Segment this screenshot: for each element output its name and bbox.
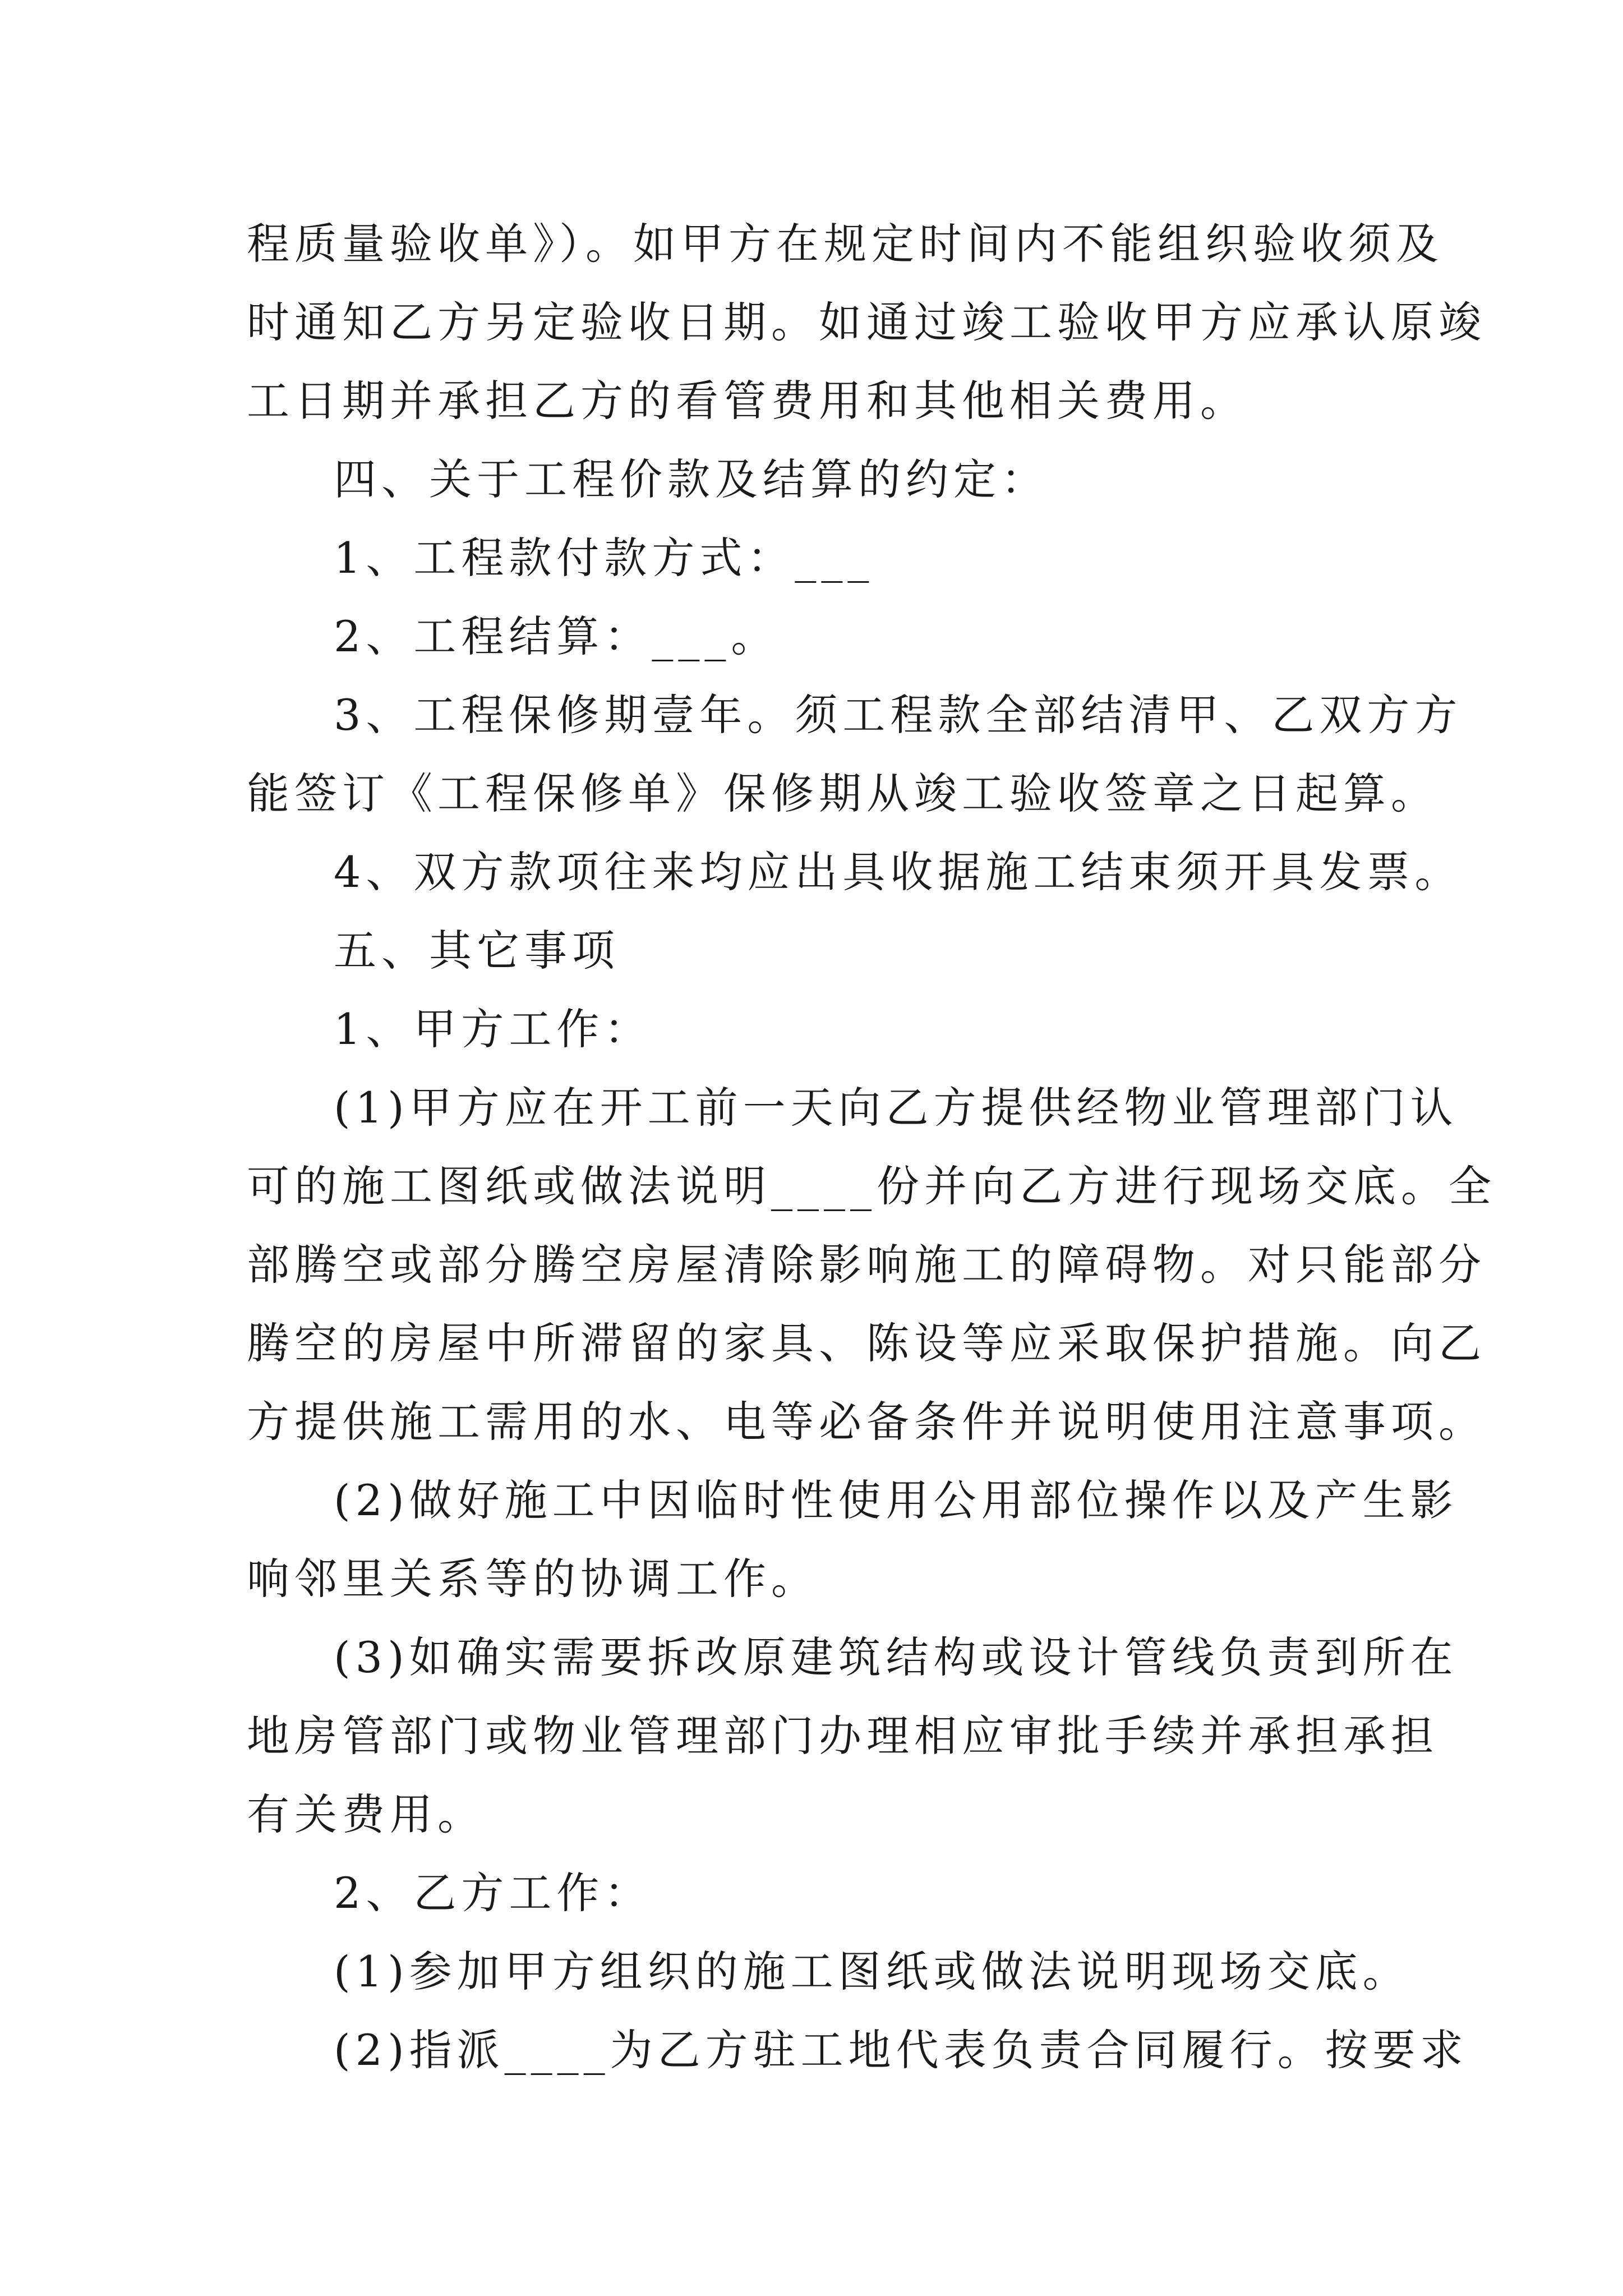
text-line-23: (1)参加甲方组织的施工图纸或做法说明现场交底。 <box>334 1947 1410 1996</box>
text-line-20: 地房管部门或物业管理部门办理相应审批手续并承担承担 <box>247 1711 1438 1761</box>
text-line-14: 部腾空或部分腾空房屋清除影响施工的障碍物。对只能部分 <box>247 1240 1486 1290</box>
text-line-24: (2)指派____为乙方驻工地代表负责合同履行。按要求 <box>334 2025 1468 2075</box>
text-line-2: 时通知乙方另定验收日期。如通过竣工验收甲方应承认原竣 <box>247 297 1486 347</box>
document-body <box>247 205 1496 2090</box>
text-line-3: 工日期并承担乙方的看管费用和其他相关费用。 <box>247 376 1248 426</box>
text-line-7: 3、工程保修期壹年。须工程款全部结清甲、乙双方方 <box>334 690 1463 740</box>
text-line-21: 有关费用。 <box>247 1789 485 1839</box>
text-line-8: 能签订《工程保修单》保修期从竣工验收签章之日起算。 <box>247 769 1438 818</box>
subsection-party-b-heading: 2、乙方工作： <box>334 1868 652 1918</box>
text-line-15: 腾空的房屋中所滞留的家具、陈设等应采取保护措施。向乙 <box>247 1318 1486 1368</box>
section-four-heading: 四、关于工程价款及结算的约定： <box>334 454 1049 504</box>
text-line-18: 响邻里关系等的协调工作。 <box>247 1554 819 1604</box>
subsection-party-a-heading: 1、甲方工作： <box>334 1004 652 1054</box>
text-line-19: (3)如确实需要拆改原建筑结构或设计管线负责到所在 <box>334 1632 1458 1682</box>
text-line-1: 程质量验收单》）。如甲方在规定时间内不能组织验收须及 <box>247 219 1444 269</box>
text-line-6: 2、工程结算：___。 <box>334 611 779 661</box>
section-five-heading: 五、其它事项 <box>334 926 620 976</box>
text-line-17: (2)做好施工中因临时性使用公用部位操作以及产生影 <box>334 1475 1458 1525</box>
text-line-9: 4、双方款项往来均应出具收据施工结束须开具发票。 <box>334 847 1463 897</box>
text-line-13: 可的施工图纸或做法说明____份并向乙方进行现场交底。全 <box>247 1161 1496 1211</box>
text-line-12: (1)甲方应在开工前一天向乙方提供经物业管理部门认 <box>334 1083 1458 1133</box>
text-line-16: 方提供施工需用的水、电等必备条件并说明使用注意事项。 <box>247 1397 1486 1447</box>
text-line-5: 1、工程款付款方式：___ <box>334 533 874 583</box>
